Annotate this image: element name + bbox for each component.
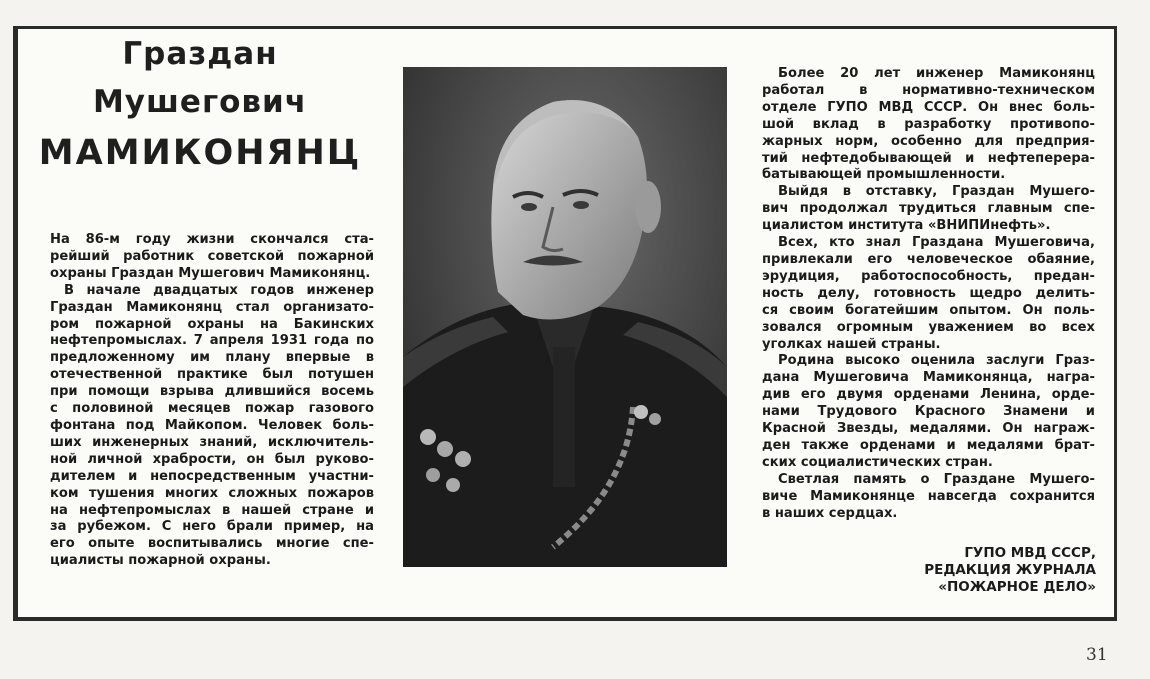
text-line: На 86-м году жизни скончался ста- xyxy=(50,232,374,247)
text-line: за рубежом. С него брали пример, на xyxy=(50,519,374,535)
text-line: дана Мушеговича Мамиконянца, награ- xyxy=(762,370,1095,386)
signature-block xyxy=(860,545,1096,596)
text-line: шой вклад в разработку противопо- xyxy=(762,116,1095,132)
text-line: дителем и непосредственным участни- xyxy=(50,468,374,484)
text-line: циалистом института «ВНИПИнефть». xyxy=(762,218,1051,234)
text-line: рейший работник советской пожарной xyxy=(50,248,374,264)
text-line: батывающей промышленности. xyxy=(762,167,1006,183)
text-line: в наших сердцах. xyxy=(762,505,898,521)
text-line: с половиной месяцев пожар газового xyxy=(50,401,374,417)
text-line: ком тушения многих сложных пожаров xyxy=(50,485,374,501)
surname-heading: МАМИКОНЯНЦ xyxy=(38,133,362,173)
text-line: предложенному им плану впервые в xyxy=(50,350,374,366)
first-name-heading: Граздан xyxy=(122,36,278,72)
text-line: отделе ГУПО МВД СССР. Он внес боль- xyxy=(762,99,1095,115)
text-line: ся своим богатейшим опытом. Он поль- xyxy=(762,302,1095,318)
text-line: Всех, кто знал Граздана Мушеговича, xyxy=(778,235,1095,251)
text-line: Красной Звезды, медалями. Он награж- xyxy=(762,421,1095,437)
signature-line: РЕДАКЦИЯ ЖУРНАЛА xyxy=(924,562,1096,578)
text-line: Выйдя в отставку, Граздан Мушего- xyxy=(778,184,1095,200)
text-line: охраны Граздан Мушегович Мамиконянц. xyxy=(50,265,371,281)
text-line: эрудиция, работоспособность, предан- xyxy=(762,268,1095,284)
text-line: циалисты пожарной охраны. xyxy=(50,553,271,569)
text-line: жарных норм, особенно для предприя- xyxy=(762,133,1095,149)
text-line: ден также орденами и медалями брат- xyxy=(762,437,1095,453)
text-line: ность делу, готовность щедро делить- xyxy=(762,285,1095,301)
text-line: нами Трудового Красного Знамени и xyxy=(762,404,1095,420)
text-line: зовался огромным уважением во всех xyxy=(762,319,1095,335)
text-line: фонтана под Майкопом. Человек боль- xyxy=(50,417,374,433)
text-line: Светлая память о Граздане Мушего- xyxy=(778,471,1095,487)
signature-line: ГУПО МВД СССР, xyxy=(964,545,1096,561)
text-line: при помощи взрыва длившийся восемь xyxy=(50,384,374,400)
text-line: работал в нормативно-техническом xyxy=(762,82,1095,98)
text-line: ром пожарной охраны на Бакинских xyxy=(50,316,374,332)
text-line: див его двумя орденами Ленина, орде- xyxy=(762,387,1095,403)
text-line: Более 20 лет инженер Мамиконянц xyxy=(778,66,1095,81)
text-line: ной личной храбрости, он был руково- xyxy=(50,451,374,467)
text-line: ских социалистических стран. xyxy=(762,454,993,470)
text-line: виче Мамиконянце навсегда сохранится xyxy=(762,488,1095,504)
text-line: Граздан Мамиконянц стал организато- xyxy=(50,299,374,315)
text-line: вич продолжал трудиться главным спе- xyxy=(762,201,1095,217)
left-text-column xyxy=(50,232,374,570)
text-line: на нефтепромыслах в нашей стране и xyxy=(50,502,374,518)
text-line: отечественной практике был потушен xyxy=(50,367,374,383)
text-line: Родина высоко оценила заслуги Грaз- xyxy=(778,353,1095,369)
text-line: нефтепромыслах. 7 апреля 1931 года по xyxy=(50,333,374,349)
portrait-photo xyxy=(403,67,727,567)
text-line: уголках нашей страны. xyxy=(762,336,941,352)
signature-line: «ПОЖАРНОЕ ДЕЛО» xyxy=(938,579,1096,595)
right-text-column xyxy=(762,66,1095,522)
text-line: ших инженерных знаний, исключитель- xyxy=(50,434,374,450)
text-line: тий нефтедобывающей и нефтеперера- xyxy=(762,150,1095,166)
page-number: 31 xyxy=(1086,645,1108,665)
text-line: его опыте воспитывались многие спе- xyxy=(50,536,374,552)
patronymic-heading: Мушегович xyxy=(92,84,308,120)
text-line: привлекали его человеческое обаяние, xyxy=(762,251,1095,267)
text-line: В начале двадцатых годов инженер xyxy=(64,282,374,298)
